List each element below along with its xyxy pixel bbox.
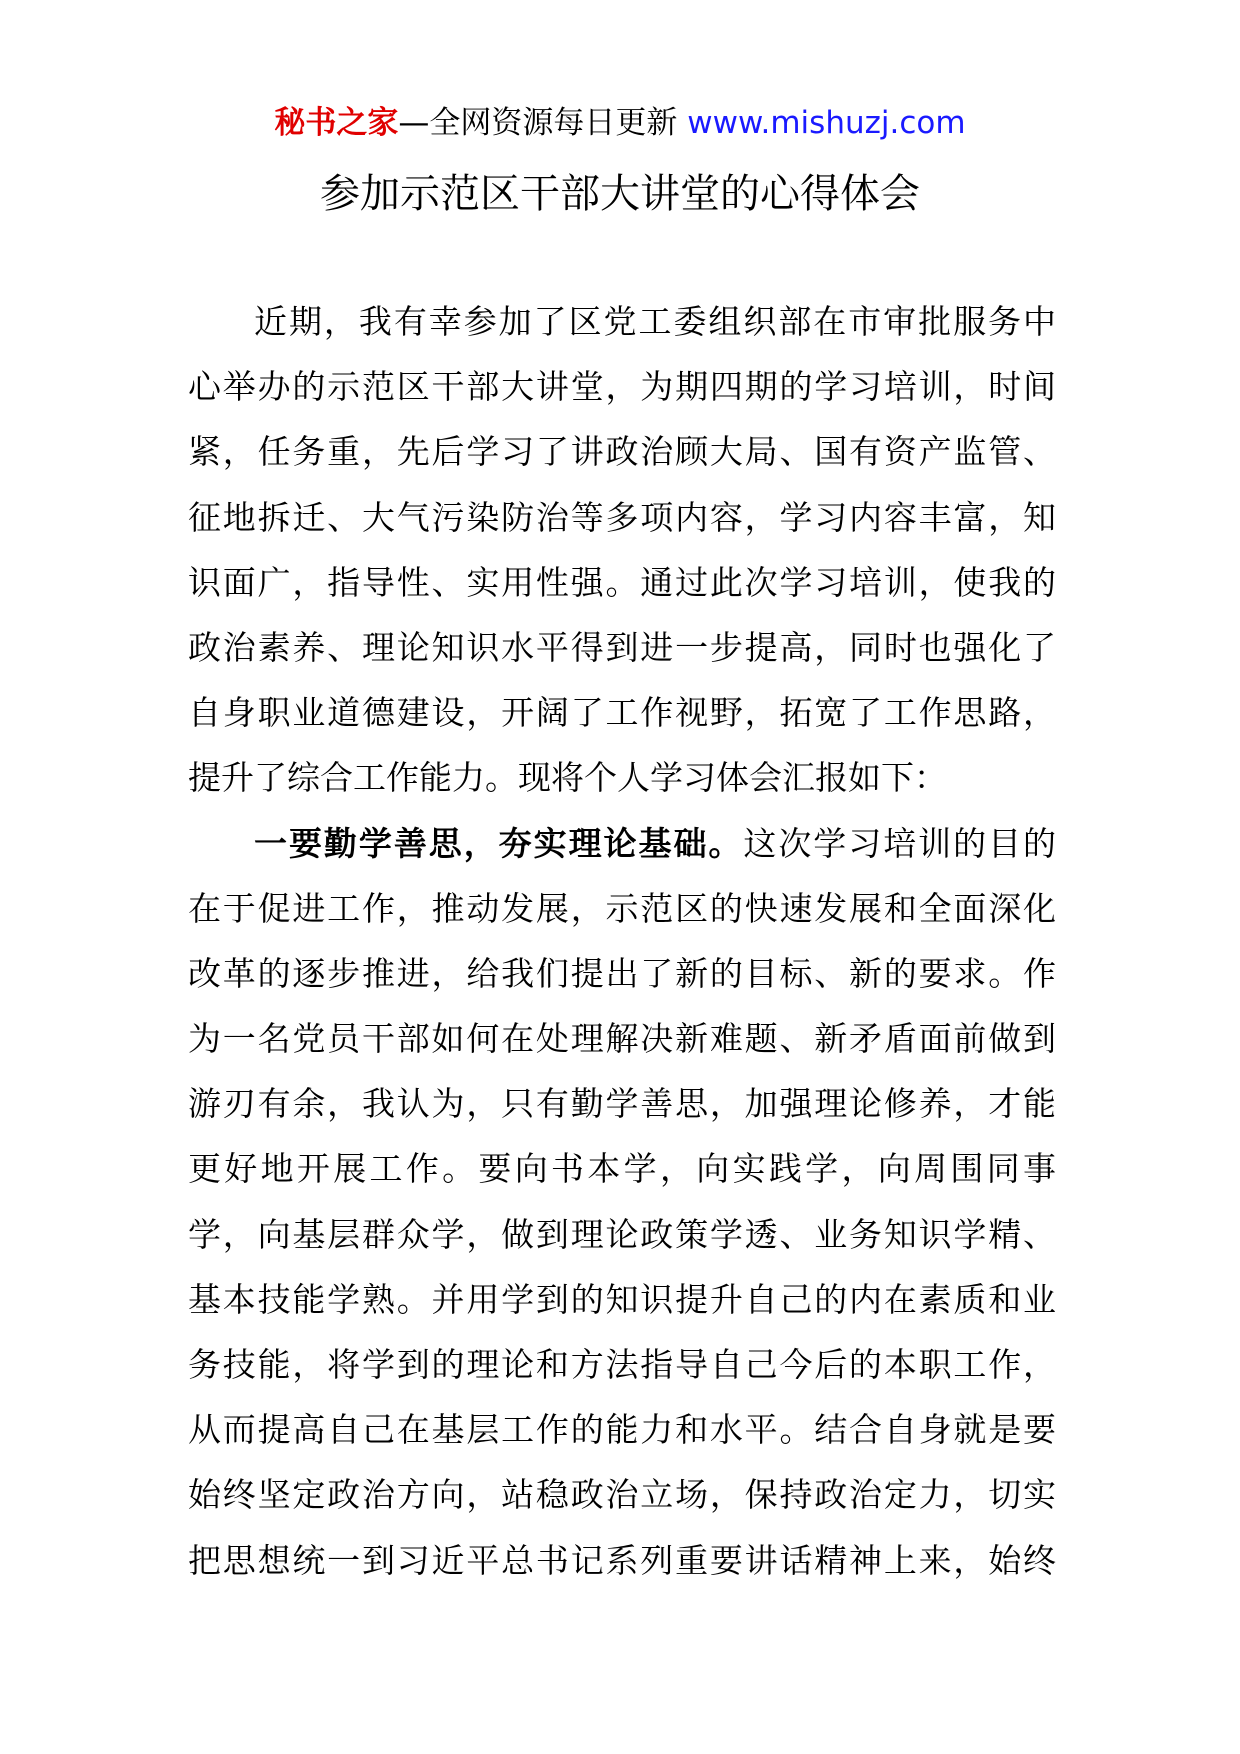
- body-line: 把思想统一到习近平总书记系列重要讲话精神上来，始终: [188, 1540, 1056, 1580]
- body-line: 基本技能学熟。并用学到的知识提升自己的内在素质和业: [188, 1279, 1056, 1319]
- body-line: 学，向基层群众学，做到理论政策学透、业务知识学精、: [188, 1214, 1056, 1254]
- brand-tagline: —全网资源每日更新: [398, 105, 678, 141]
- body-line: 紧，任务重，先后学习了讲政治顾大局、国有资产监管、: [188, 432, 1056, 472]
- body-line: 更好地开展工作。要向书本学，向实践学，向周围同事: [188, 1149, 1056, 1189]
- document-title: 参加示范区干部大讲堂的心得体会: [320, 171, 920, 217]
- body-line: 提升了综合工作能力。现将个人学习体会汇报如下：: [188, 758, 947, 798]
- body-line: 心举办的示范区干部大讲堂，为期四期的学习培训，时间: [188, 367, 1056, 407]
- body-line: 从而提高自己在基层工作的能力和水平。结合自身就是要: [188, 1410, 1056, 1450]
- body-line: 务技能，将学到的理论和方法指导自己今后的本职工作，: [188, 1345, 1056, 1384]
- body-line: 改革的逐步推进，给我们提出了新的目标、新的要求。作: [188, 953, 1056, 993]
- body-line: 为一名党员干部如何在处理解决新难题、新矛盾面前做到: [188, 1019, 1056, 1059]
- body-line: 近期，我有幸参加了区党工委组织部在市审批服务中: [254, 302, 1056, 341]
- body-line: 征地拆迁、大气污染防治等多项内容，学习内容丰富，知: [188, 497, 1056, 537]
- body-line: 识面广，指导性、实用性强。通过此次学习培训，使我的: [188, 562, 1056, 602]
- body-line: [188, 811, 1056, 876]
- body-line: 在于促进工作，推动发展，示范区的快速发展和全面深化: [188, 888, 1056, 928]
- brand-name: 秘书之家: [274, 105, 399, 141]
- brand-url: www.mishuzj.com: [687, 105, 966, 141]
- body-line: 政治素养、理论知识水平得到进一步提高，同时也强化了: [188, 627, 1056, 667]
- body-line: 游刃有余，我认为，只有勤学善思，加强理论修养，才能: [188, 1084, 1056, 1124]
- section-heading: 一要勤学善思，夯实理论基础。: [254, 823, 744, 863]
- document-body: [188, 289, 1056, 1593]
- body-line: 始终坚定政治方向，站稳政治立场，保持政治定力，切实: [188, 1475, 1056, 1515]
- body-line-rest: 这次学习培训的目的: [743, 823, 1057, 863]
- body-line: 自身职业道德建设，开阔了工作视野，拓宽了工作思路，: [188, 693, 1056, 733]
- watermark-header: [0, 100, 1240, 146]
